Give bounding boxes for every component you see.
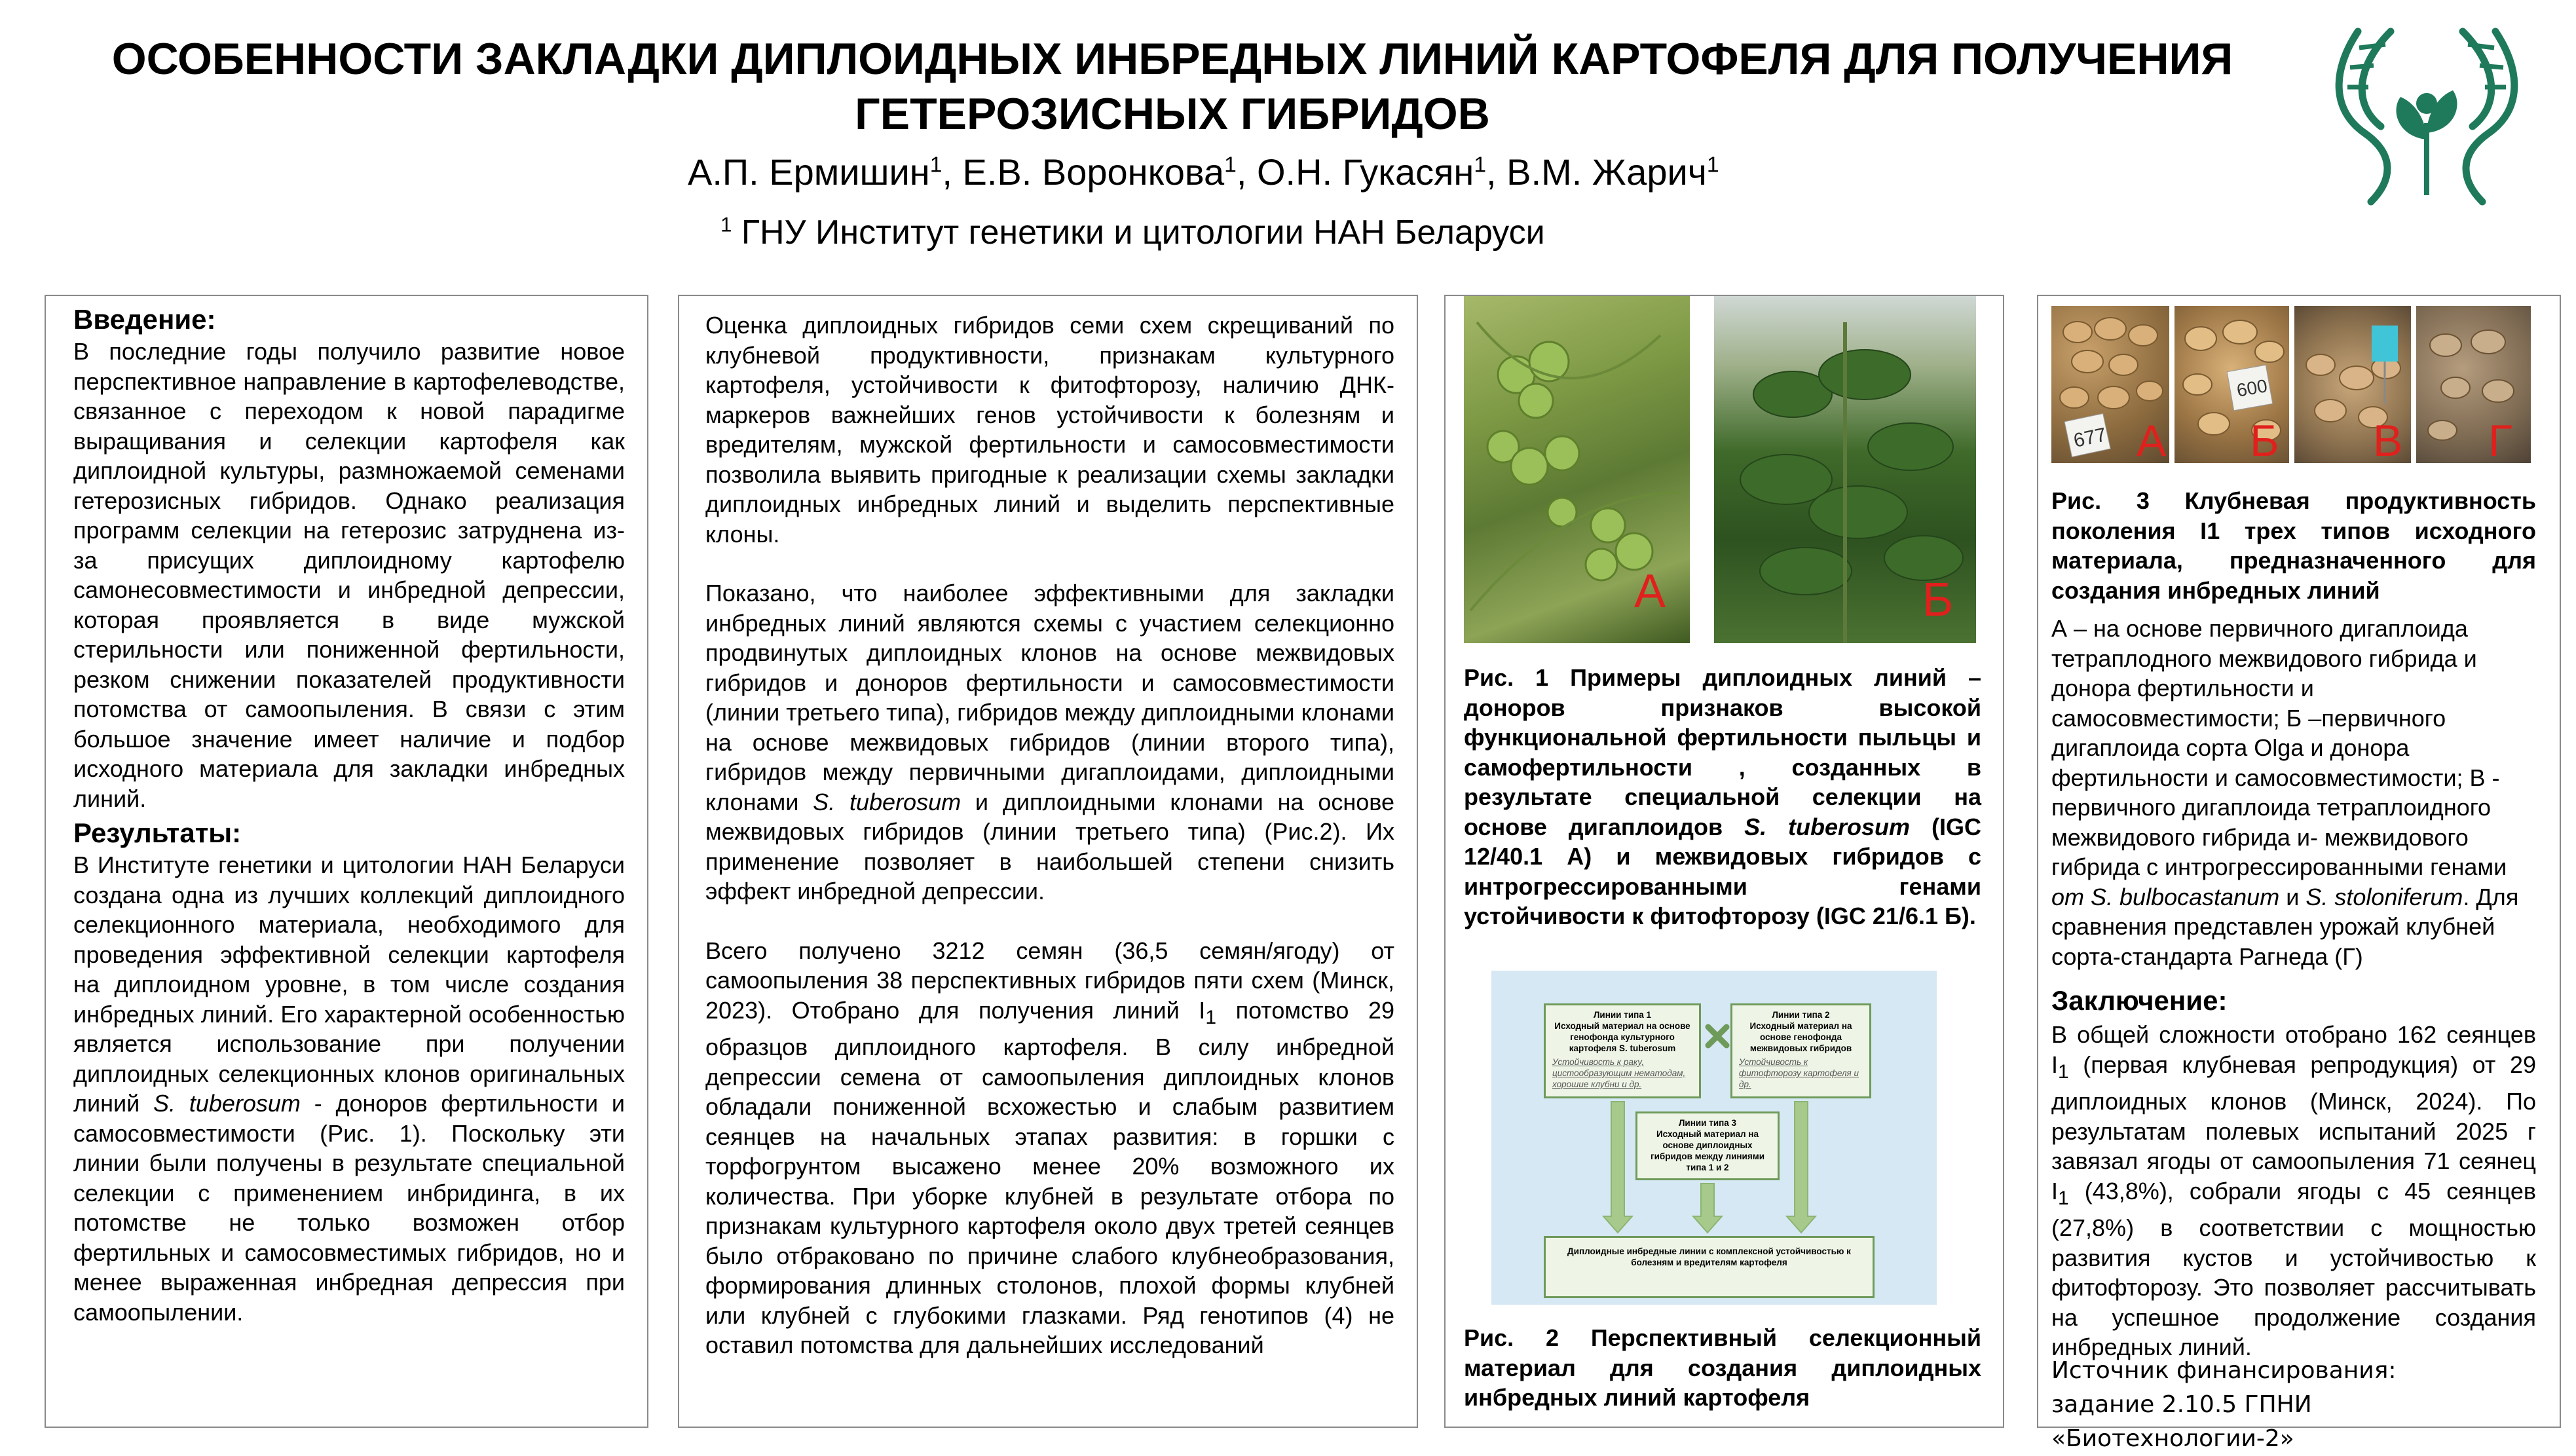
author-name: О.Н. Гукасян [1256, 151, 1474, 193]
tuber-photo-c [2294, 306, 2411, 463]
scheme-final-text: Диплоидные инбредные линии с комплексной устойчивостью к болезням и вредителям картофеля [1567, 1246, 1851, 1267]
dna-plant-logo-icon [2319, 18, 2535, 208]
author-sup: 1 [1474, 153, 1487, 177]
figure-1-caption: Рис. 1 Примеры диплоидных линий – доноров признаков высокой функциональной фертильности пыльцы и самофертильности , созданных в результате специальной селекции на основе дигаплоидов S. tuberosum (IGC 12/40.1 А) и межвидовых гибридов с интрогрессированными генами устойчивости к фитофторозу (IGC 21/6.1 Б). [1464, 664, 1981, 929]
conclusion-text: В общей сложности отобрано 162 сеянцев $I_1$ (первая клубневая репродукция) от 29 диплоидных клонов (Минск, 2024). По результатам полевых испытаний 2025 г завязал ягоды от самоопыления 71 сеянец $I_1$ (43,8%), собрали ягоды с 45 сеянцев (27,8%) в соответствии с мощностью развития кустов и устойчивостью к фитофторозу. Это позволяет рассчитывать на успешное продолжение создания инбредных линий. [2051, 1021, 2536, 1361]
results-text: В Институте генетики и цитологии НАН Беларуси создана одна из лучших коллекций диплоидного селекционного материала, необходимого для проведения эффективной селекции картофеля на диплоидном уровне, в том числе создания инбредных линий. Его характерной особенностью является использование при получении диплоидных селекционных клонов оригинальных линий S. tuberosum - доноров фертильности и самосовместимости (Рис. 1). Поскольку эти линии были получены в результате специальной селекции с применением инбридинга, в их потомстве не только возможен отбор фертильных и самосовместимых гибридов, но и менее выраженная инбредная депрессия при самоопылении. [73, 851, 625, 1326]
photo-label-a: А [1634, 565, 1666, 618]
scheme-type3-title: Линии типа 3 [1678, 1118, 1737, 1128]
poster-title [52, 31, 2292, 141]
photo-diploid-line-a [1464, 296, 1690, 643]
funding-label: Источник финансирования: [2051, 1357, 2397, 1384]
species-name: S. tuberosum [153, 1090, 301, 1117]
author-name: Е.В. Воронкова [962, 151, 1225, 193]
scheme-type2-note: Устойчивость к фитофторозу картофеля и др. [1739, 1057, 1859, 1089]
results-paragraph-3: Всего получено 3212 семян (36,5 семян/ягоду) от самоопыления 38 перспективных гибридов пяти схем (Минск, 2023). Отобрано для получения линий $I_1$ потомство 29 образцов диплоидного картофеля. В силу инбредной депрессии семена от самоопыления диплоидных клонов обладали пониженной всхожестью и слабым развитием сеянцев на начальных этапах развития: в горшки с торфогрунтом высажено менее 20% возможного их количества. При уборке клубней в результате отбора по признакам культурного картофеля около двух третей сеянцев было отбраковано по причине слабого клубнеобразования, формирования длинных столонов, плохой формы клубней или клубней с глубокими глазками. Ряд генотипов (4) не оставил потомства для дальнейших исследований [705, 937, 1394, 1359]
introduction-text: В последние годы получило развитие новое перспективное направление в картофелеводстве, связанное с переходом к новой парадигме выращивания и селекции картофеля как диплоидной культуры, размножаемой семенами гетерозисных гибридов. Однако реализация программ селекции на гетерозис затруднена из-за присущих диплоидному картофелю самонесовместимости и инбредной депрессии, которая проявляется в виде мужской стерильности или пониженной фертильности, резком снижении показателей продуктивности потомства от самоопыления. В связи с этим большое значение имеет наличие и подбор исходного материала для закладки инбредных линий. [73, 338, 625, 812]
figure-3-description: А – на основе первичного дигаплоида тетраплодного межвидового гибрида и донора фертильности и самосовместимости; Б –первичного дигаплоида сорта Olga и донора фертильности и самосовместимости; В - первичного дигаплоида тетраплоидного межвидового гибрида и- межвидового гибрида с интрогрессированными генами от S. bulbocastanum и S. stoloniferum. Для сравнения представлен урожай клубней сорта-стандарта Рагнеда (Г) [2051, 615, 2519, 970]
tuber-label-d: Г [2488, 416, 2512, 463]
title-line-2: ГЕТЕРОЗИСНЫХ ГИБРИДОВ [855, 89, 1490, 139]
breeding-scheme-diagram [1491, 971, 1937, 1305]
conclusion-heading: Заключение: [2051, 985, 2228, 1016]
sample-tag-677: 677 [2072, 424, 2108, 452]
results-continued-panel [678, 295, 1418, 1428]
scheme-type2-text: Исходный материал на основе генофонда межвидовых гибридов [1749, 1021, 1852, 1053]
author-name: А.П. Ермишин [688, 151, 930, 193]
tuber-label-b: Б [2250, 416, 2279, 463]
author-separator: , [942, 151, 963, 193]
scheme-type1-note: Устойчивость к раку, цистообразующим нематодам, хорошие клубни и др. [1552, 1057, 1686, 1089]
affiliation-sup: 1 [720, 213, 732, 236]
photo-label-b: Б [1922, 574, 1954, 626]
scheme-type1-title: Линии типа 1 [1593, 1010, 1652, 1020]
tubers-illustration-icon [2416, 306, 2531, 463]
figure-3-conclusion-panel [2037, 295, 2561, 1452]
title-line-1: ОСОБЕННОСТИ ЗАКЛАДКИ ДИПЛОИДНЫХ ИНБРЕДНЫХ ЛИНИЙ КАРТОФЕЛЯ ДЛЯ ПОЛУЧЕНИЯ [111, 34, 2233, 84]
sample-tag-600: 600 [2235, 375, 2269, 401]
results-paragraph-2: Показано, что наиболее эффективными для закладки инбредных линий являются схемы с участием селекционно продвинутых диплоидных клонов на основе межвидовых гибридов и доноров фертильности и самосовместимости (линии третьего типа), гибридов между диплоидными клонами на основе межвидовых гибридов (линии второго типа), гибридов между первичными дигаплоидами, диплоидными клонами S. tuberosum и диплоидными клонами на основе межвидовых гибридов (линии третьего типа) (Рис.2). Их применение позволяет в наибольшей степени снизить эффект инбредной депрессии. [705, 580, 1394, 905]
affiliation-line [720, 211, 1834, 254]
results-paragraph-1: Оценка диплоидных гибридов семи схем скрещиваний по клубневой продуктивности, признакам культурного картофеля, устойчивости к фитофторозу, наличию ДНК-маркеров важнейших генов устойчивости к болезням и вредителям, мужской фертильности и самосовместимости позволила выявить пригодные к реализации схемы закладки диплоидных инбредных линий и выделить перспективные клоны. [705, 312, 1394, 548]
authors-line [688, 149, 1867, 195]
species-name: S. tuberosum [813, 788, 961, 815]
tuber-photo-b [2175, 306, 2289, 463]
tuber-photo-d [2416, 306, 2531, 463]
author-sup: 1 [1224, 153, 1237, 177]
scheme-type3-text: Исходный материал на основе диплоидных гибридов между линиями типа 1 и 2 [1650, 1129, 1765, 1172]
tuber-label-a: А [2137, 416, 2167, 463]
author-name: В.М. Жарич [1506, 151, 1707, 193]
institute-logo [2319, 18, 2535, 208]
introduction-results-panel [45, 295, 648, 1428]
tuber-photo-a [2051, 306, 2169, 463]
author-separator: , [1236, 151, 1257, 193]
photo-diploid-line-b [1714, 296, 1976, 643]
figure-3-caption: Рис. 3 Клубневая продуктивность поколения I1 трех типов исходного материала, предназначенного для создания инбредных линий [2051, 487, 2536, 604]
scheme-type2-title: Линии типа 2 [1772, 1010, 1830, 1020]
introduction-heading: Введение: [73, 304, 216, 335]
affiliation-text: ГНУ Институт генетики и цитологии НАН Беларуси [741, 214, 1545, 252]
author-sup: 1 [1706, 153, 1719, 177]
funding-task: задание 2.10.5 ГПНИ «Биотехнологии-2» [2051, 1391, 2312, 1452]
funding-source [2051, 1354, 2549, 1456]
author-sup: 1 [929, 153, 943, 177]
scheme-box-final [1544, 1236, 1875, 1298]
figure-2-caption: Рис. 2 Перспективный селекционный материал для создания диплоидных инбредных линий картофеля [1464, 1324, 1981, 1411]
author-separator: , [1486, 151, 1507, 193]
results-heading: Результаты: [73, 817, 242, 848]
figures-1-2-panel [1444, 295, 2004, 1428]
scheme-type1-text: Исходный материал на основе генофонда культурного картофеля S. tuberosum [1554, 1021, 1690, 1053]
tuber-label-c: В [2373, 416, 2403, 463]
species-name: S. tuberosum [1744, 813, 1911, 840]
